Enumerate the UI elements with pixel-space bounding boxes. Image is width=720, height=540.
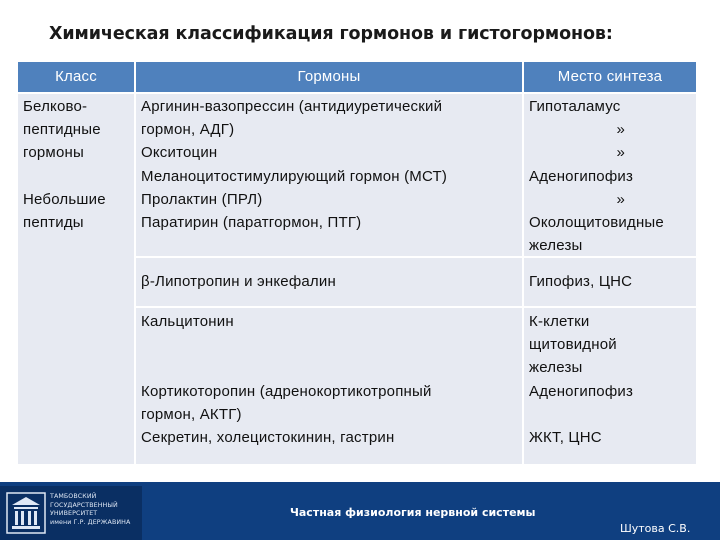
hormone-line: Секретин, холецистокинин, гастрин	[141, 429, 395, 447]
header-hormones: Гормоны	[136, 62, 522, 92]
hormone-line: β-Липотропин и энкефалин	[141, 273, 336, 290]
class-line	[23, 165, 129, 188]
site-line: ЖКТ, ЦНС	[529, 429, 602, 447]
ditto-mark: »	[616, 190, 625, 208]
site-cell-1	[524, 94, 696, 256]
class-line: Небольшие	[23, 190, 106, 208]
ditto-mark: »	[616, 144, 625, 162]
hormone-line: Паратирин (паратгормон, ПТГ)	[141, 214, 362, 232]
hormones-cell-1	[136, 94, 522, 256]
class-line: гормоны	[23, 144, 84, 162]
course-name: Частная физиология нервной системы	[290, 506, 536, 519]
logo-line: ТАМБОВСКИЙ	[50, 493, 97, 500]
site-line: Гипоталамус	[529, 98, 621, 115]
site-line	[529, 403, 691, 426]
logo-line: ГОСУДАРСТВЕННЫЙ	[50, 501, 118, 509]
hormone-line: Кальцитонин	[141, 313, 234, 330]
site-line: Аденогипофиз	[529, 167, 634, 185]
logo-line: имени Г.Р. ДЕРЖАВИНА	[50, 518, 131, 526]
site-line: щитовидной	[529, 336, 617, 354]
hormone-line: Кортикоторопин (адренокортикотропный	[141, 382, 432, 400]
hormone-line: Меланоцитостимулирующий гормон (МСТ)	[141, 167, 448, 185]
logo-line: УНИВЕРСИТЕТ	[50, 510, 98, 518]
logo-text	[50, 493, 140, 527]
hormones-cell-2	[136, 258, 522, 306]
site-cell-2	[524, 258, 696, 306]
hormone-line: Пролактин (ПРЛ)	[141, 190, 263, 208]
hormone-line	[141, 333, 517, 356]
site-cell-3	[524, 308, 696, 464]
hormone-line: гормон, АКТГ)	[141, 405, 242, 423]
hormone-line: Окситоцин	[141, 144, 218, 162]
slide-title: Химическая классификация гормонов и гистогормонов:	[49, 24, 613, 44]
hormone-line: Аргинин-вазопрессин (антидиуретический	[141, 98, 443, 115]
site-line: Околощитовидные	[529, 214, 664, 232]
site-line: Гипофиз, ЦНС	[529, 273, 633, 290]
hormone-line: гормон, АДГ)	[141, 121, 235, 139]
hormone-line	[141, 356, 517, 379]
author-name: Шутова С.В.	[620, 522, 691, 535]
header-site: Место синтеза	[524, 62, 696, 92]
university-building-icon	[6, 492, 46, 534]
class-line: пептидные	[23, 121, 101, 139]
ditto-mark: »	[616, 121, 625, 139]
class-line: пептиды	[23, 214, 84, 232]
classification-table	[16, 60, 698, 466]
class-cell	[18, 94, 134, 464]
site-line: железы	[529, 359, 583, 377]
site-line: Аденогипофиз	[529, 382, 634, 400]
site-line: железы	[529, 237, 583, 255]
site-line: К-клетки	[529, 313, 590, 330]
header-class: Класс	[18, 62, 134, 92]
hormones-cell-3	[136, 308, 522, 464]
class-line: Белково-	[23, 98, 88, 115]
